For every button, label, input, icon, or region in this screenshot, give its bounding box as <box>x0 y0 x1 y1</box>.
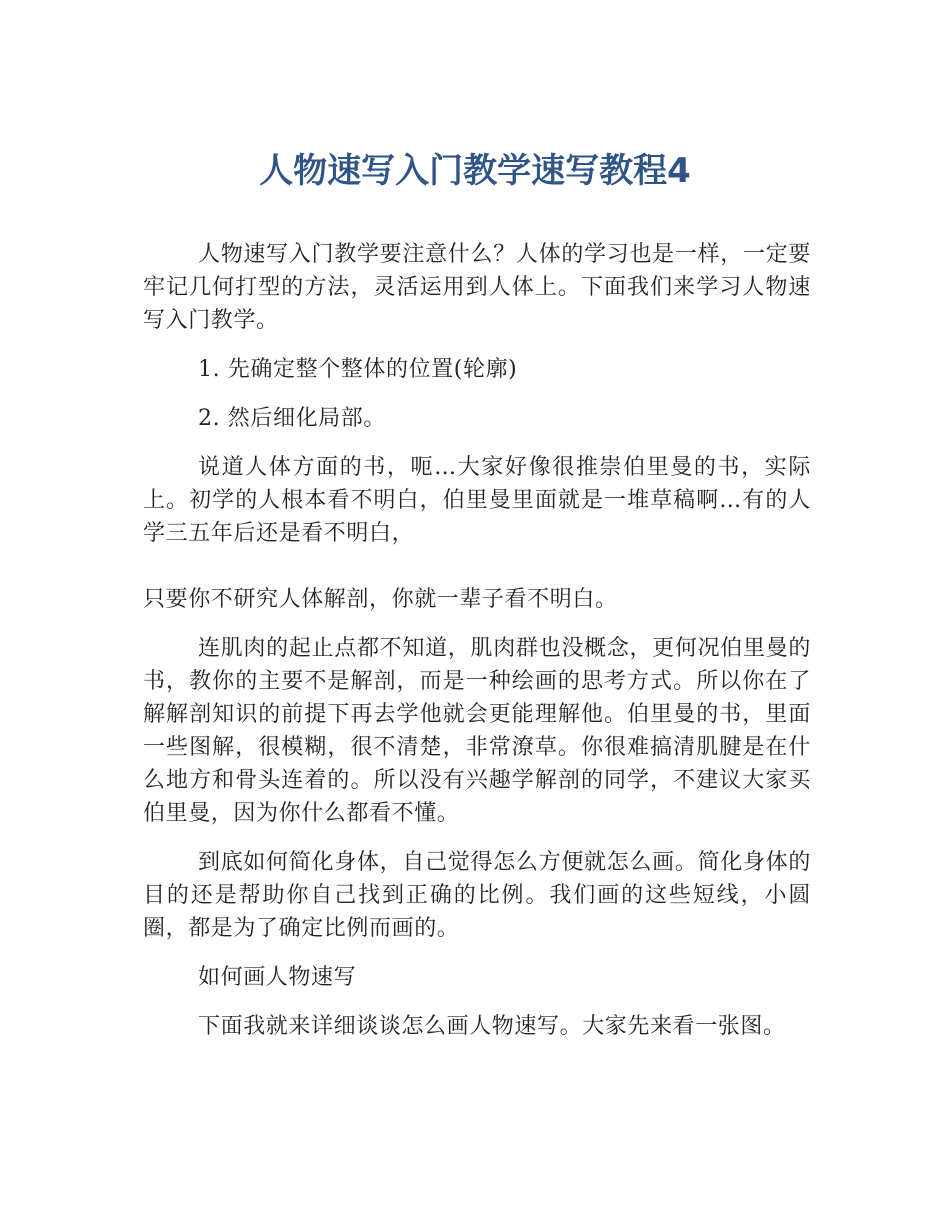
paragraph-subheading: 如何画人物速写 <box>198 965 357 990</box>
paragraph-step-1: 1. 先确定整个整体的位置(轮廓) <box>198 357 518 382</box>
paragraph-burriman: 说道人体方面的书，呃…大家好像很推崇伯里曼的书，实际上。初学的人根本看不明白，伯里曼里面就是一堆草稿啊…有的人学三五年后还是看不明白， <box>143 455 811 546</box>
paragraph-simplify: 到底如何简化身体，自己觉得怎么方便就怎么画。简化身体的目的还是帮助你自己找到正确的比例。我们画的这些短线，小圆圈，都是为了确定比例而画的。 <box>143 850 811 941</box>
document-body <box>143 238 811 1059</box>
paragraph-step-2: 2. 然后细化局部。 <box>198 406 386 431</box>
paragraph-muscles: 连肌肉的起止点都不知道，肌肉群也没概念，更何况伯里曼的书，教你的主要不是解剖，而是一种绘画的思考方式。所以你在了解解剖知识的前提下再去学他就会更能理解他。伯里曼的书，里面一些图解，很模糊，很不清楚，非常潦草。你很难搞清肌腱是在什么地方和骨头连着的。所以没有兴趣学解剖的同学，不建议大家买伯里曼，因为你什么都看不懂。 <box>143 636 811 826</box>
paragraph-intro: 人物速写入门教学要注意什么？人体的学习也是一样，一定要牢记几何打型的方法，灵活运用到人体上。下面我们来学习人物速写入门教学。 <box>143 242 811 333</box>
paragraph-anatomy: 只要你不研究人体解剖，你就一辈子看不明白。 <box>143 587 618 612</box>
paragraph-closing: 下面我就来详细谈谈怎么画人物速写。大家先来看一张图。 <box>198 1014 786 1039</box>
page-title: 人物速写入门教学速写教程4 <box>259 151 691 191</box>
